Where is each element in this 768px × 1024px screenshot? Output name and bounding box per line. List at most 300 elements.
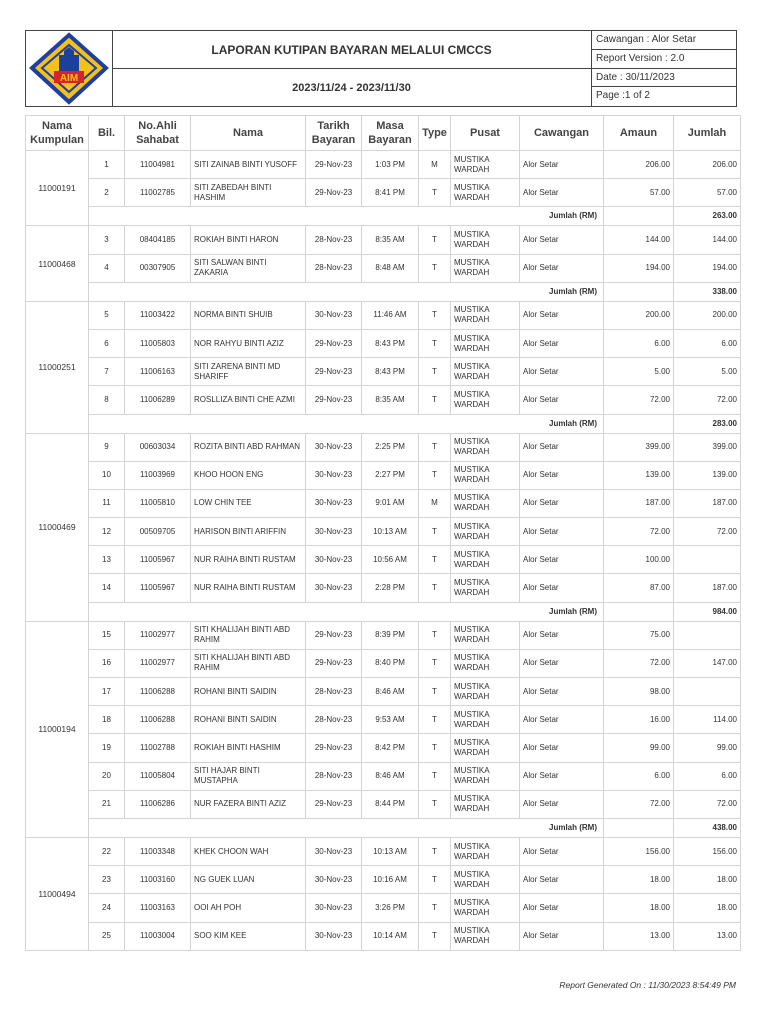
row-no-ahli: 11005967 <box>125 574 191 602</box>
row-pusat: MUSTIKA WARDAH <box>451 151 520 179</box>
row-nama: SOO KIM KEE <box>191 922 306 950</box>
row-no-ahli: 00509705 <box>125 518 191 546</box>
row-nama: NOR RAHYU BINTI AZIZ <box>191 329 306 357</box>
row-pusat: MUSTIKA WARDAH <box>451 621 520 649</box>
row-no-ahli: 11003422 <box>125 301 191 329</box>
row-type: T <box>419 254 451 282</box>
row-nama: NUR RAIHA BINTI RUSTAM <box>191 546 306 574</box>
row-bil: 18 <box>89 706 125 734</box>
row-jumlah: 18.00 <box>674 894 741 922</box>
row-amaun: 156.00 <box>604 837 674 865</box>
subtotal-spacer <box>604 414 674 433</box>
row-tarikh: 30-Nov-23 <box>306 433 362 461</box>
row-nama: NUR FAZERA BINTI AZIZ <box>191 790 306 818</box>
row-tarikh: 30-Nov-23 <box>306 518 362 546</box>
row-pusat: MUSTIKA WARDAH <box>451 922 520 950</box>
row-masa: 10:13 AM <box>362 837 419 865</box>
group-kumpulan: 11000251 <box>26 301 89 433</box>
row-tarikh: 29-Nov-23 <box>306 329 362 357</box>
row-nama: LOW CHIN TEE <box>191 489 306 517</box>
row-amaun: 200.00 <box>604 301 674 329</box>
row-amaun: 18.00 <box>604 866 674 894</box>
col-header: Nama <box>191 116 306 151</box>
row-jumlah: 57.00 <box>674 179 741 207</box>
row-masa: 2:27 PM <box>362 461 419 489</box>
subtotal-row <box>26 414 741 433</box>
aim-logo-icon <box>26 31 112 106</box>
row-type: T <box>419 837 451 865</box>
report-info <box>591 31 737 106</box>
row-no-ahli: 11006163 <box>125 358 191 386</box>
subtotal-value: 283.00 <box>674 414 741 433</box>
row-bil: 16 <box>89 649 125 677</box>
row-pusat: MUSTIKA WARDAH <box>451 433 520 461</box>
row-cawangan: Alor Setar <box>520 790 604 818</box>
table-row <box>26 649 741 677</box>
subtotal-spacer <box>604 207 674 226</box>
row-bil: 22 <box>89 837 125 865</box>
row-bil: 4 <box>89 254 125 282</box>
row-masa: 8:40 PM <box>362 649 419 677</box>
row-cawangan: Alor Setar <box>520 734 604 762</box>
table-row <box>26 790 741 818</box>
row-pusat: MUSTIKA WARDAH <box>451 706 520 734</box>
row-bil: 9 <box>89 433 125 461</box>
row-cawangan: Alor Setar <box>520 329 604 357</box>
row-cawangan: Alor Setar <box>520 254 604 282</box>
row-pusat: MUSTIKA WARDAH <box>451 226 520 254</box>
row-amaun: 18.00 <box>604 894 674 922</box>
row-jumlah: 187.00 <box>674 489 741 517</box>
row-jumlah: 139.00 <box>674 461 741 489</box>
row-tarikh: 30-Nov-23 <box>306 866 362 894</box>
table-row <box>26 894 741 922</box>
row-bil: 8 <box>89 386 125 414</box>
row-no-ahli: 11003348 <box>125 837 191 865</box>
row-bil: 20 <box>89 762 125 790</box>
col-header: Tarikh Bayaran <box>306 116 362 151</box>
row-no-ahli: 11005804 <box>125 762 191 790</box>
row-tarikh: 30-Nov-23 <box>306 574 362 602</box>
row-pusat: MUSTIKA WARDAH <box>451 734 520 762</box>
row-amaun: 206.00 <box>604 151 674 179</box>
row-cawangan: Alor Setar <box>520 151 604 179</box>
row-type: T <box>419 894 451 922</box>
logo-cell <box>26 31 113 106</box>
subtotal-spacer <box>604 602 674 621</box>
row-amaun: 100.00 <box>604 546 674 574</box>
row-masa: 8:41 PM <box>362 179 419 207</box>
table-row <box>26 678 741 706</box>
row-masa: 8:35 AM <box>362 386 419 414</box>
row-tarikh: 28-Nov-23 <box>306 678 362 706</box>
row-tarikh: 29-Nov-23 <box>306 790 362 818</box>
row-pusat: MUSTIKA WARDAH <box>451 179 520 207</box>
table-row <box>26 546 741 574</box>
row-amaun: 72.00 <box>604 790 674 818</box>
table-row <box>26 386 741 414</box>
row-nama: KHOO HOON ENG <box>191 461 306 489</box>
col-header: Bil. <box>89 116 125 151</box>
row-tarikh: 30-Nov-23 <box>306 461 362 489</box>
row-no-ahli: 11005803 <box>125 329 191 357</box>
row-nama: HARISON BINTI ARIFFIN <box>191 518 306 546</box>
row-type: T <box>419 734 451 762</box>
row-jumlah <box>674 678 741 706</box>
row-amaun: 16.00 <box>604 706 674 734</box>
row-masa: 8:43 PM <box>362 358 419 386</box>
group-kumpulan: 11000468 <box>26 226 89 301</box>
subtotal-row <box>26 602 741 621</box>
row-cawangan: Alor Setar <box>520 301 604 329</box>
row-pusat: MUSTIKA WARDAH <box>451 518 520 546</box>
row-amaun: 75.00 <box>604 621 674 649</box>
row-jumlah: 156.00 <box>674 837 741 865</box>
row-jumlah: 18.00 <box>674 866 741 894</box>
table-header-row <box>26 116 741 151</box>
row-amaun: 72.00 <box>604 518 674 546</box>
row-no-ahli: 00603034 <box>125 433 191 461</box>
row-cawangan: Alor Setar <box>520 386 604 414</box>
payment-table <box>25 115 741 951</box>
row-pusat: MUSTIKA WARDAH <box>451 678 520 706</box>
row-bil: 3 <box>89 226 125 254</box>
row-cawangan: Alor Setar <box>520 179 604 207</box>
row-jumlah: 399.00 <box>674 433 741 461</box>
row-type: T <box>419 621 451 649</box>
row-no-ahli: 11003163 <box>125 894 191 922</box>
row-no-ahli: 11004981 <box>125 151 191 179</box>
subtotal-value: 438.00 <box>674 818 741 837</box>
row-cawangan: Alor Setar <box>520 546 604 574</box>
row-type: T <box>419 762 451 790</box>
row-pusat: MUSTIKA WARDAH <box>451 866 520 894</box>
col-header: Jumlah <box>674 116 741 151</box>
row-nama: SITI ZAINAB BINTI YUSOFF <box>191 151 306 179</box>
row-no-ahli: 11006288 <box>125 678 191 706</box>
row-jumlah: 200.00 <box>674 301 741 329</box>
row-type: T <box>419 386 451 414</box>
row-masa: 3:26 PM <box>362 894 419 922</box>
row-tarikh: 29-Nov-23 <box>306 179 362 207</box>
row-no-ahli: 11005967 <box>125 546 191 574</box>
row-cawangan: Alor Setar <box>520 706 604 734</box>
row-no-ahli: 00307905 <box>125 254 191 282</box>
subtotal-value: 338.00 <box>674 282 741 301</box>
row-masa: 8:42 PM <box>362 734 419 762</box>
row-jumlah: 194.00 <box>674 254 741 282</box>
row-amaun: 6.00 <box>604 762 674 790</box>
subtotal-label: Jumlah (RM) <box>89 602 604 621</box>
row-pusat: MUSTIKA WARDAH <box>451 301 520 329</box>
subtotal-label: Jumlah (RM) <box>89 414 604 433</box>
row-cawangan: Alor Setar <box>520 433 604 461</box>
row-jumlah: 72.00 <box>674 518 741 546</box>
row-masa: 8:48 AM <box>362 254 419 282</box>
row-bil: 24 <box>89 894 125 922</box>
row-no-ahli: 11002788 <box>125 734 191 762</box>
row-masa: 9:01 AM <box>362 489 419 517</box>
table-row <box>26 837 741 865</box>
row-no-ahli: 11003004 <box>125 922 191 950</box>
logo-text: AIM <box>59 73 79 84</box>
col-header: Masa Bayaran <box>362 116 419 151</box>
row-pusat: MUSTIKA WARDAH <box>451 894 520 922</box>
row-masa: 2:25 PM <box>362 433 419 461</box>
row-type: T <box>419 922 451 950</box>
row-tarikh: 29-Nov-23 <box>306 649 362 677</box>
row-nama: KHEK CHOON WAH <box>191 837 306 865</box>
row-amaun: 187.00 <box>604 489 674 517</box>
row-nama: NUR RAIHA BINTI RUSTAM <box>191 574 306 602</box>
row-no-ahli: 11003160 <box>125 866 191 894</box>
col-header: No.Ahli Sahabat <box>125 116 191 151</box>
row-pusat: MUSTIKA WARDAH <box>451 386 520 414</box>
row-type: T <box>419 790 451 818</box>
row-no-ahli: 11006286 <box>125 790 191 818</box>
table-row <box>26 574 741 602</box>
row-nama: ROHANI BINTI SAIDIN <box>191 706 306 734</box>
group-kumpulan: 11000494 <box>26 837 89 950</box>
row-nama: ROKIAH BINTI HASHIM <box>191 734 306 762</box>
subtotal-value: 263.00 <box>674 207 741 226</box>
row-bil: 25 <box>89 922 125 950</box>
col-header: Amaun <box>604 116 674 151</box>
row-pusat: MUSTIKA WARDAH <box>451 461 520 489</box>
row-amaun: 6.00 <box>604 329 674 357</box>
row-amaun: 98.00 <box>604 678 674 706</box>
row-jumlah <box>674 621 741 649</box>
row-masa: 8:35 AM <box>362 226 419 254</box>
row-bil: 10 <box>89 461 125 489</box>
subtotal-spacer <box>604 282 674 301</box>
row-type: T <box>419 358 451 386</box>
row-tarikh: 30-Nov-23 <box>306 546 362 574</box>
row-type: T <box>419 433 451 461</box>
row-jumlah: 114.00 <box>674 706 741 734</box>
row-cawangan: Alor Setar <box>520 489 604 517</box>
row-pusat: MUSTIKA WARDAH <box>451 254 520 282</box>
row-cawangan: Alor Setar <box>520 649 604 677</box>
row-pusat: MUSTIKA WARDAH <box>451 837 520 865</box>
row-nama: SITI KHALIJAH BINTI ABD RAHIM <box>191 621 306 649</box>
row-nama: SITI ZABEDAH BINTI HASHIM <box>191 179 306 207</box>
row-no-ahli: 11003969 <box>125 461 191 489</box>
row-pusat: MUSTIKA WARDAH <box>451 546 520 574</box>
row-cawangan: Alor Setar <box>520 461 604 489</box>
row-type: T <box>419 706 451 734</box>
row-amaun: 57.00 <box>604 179 674 207</box>
row-bil: 23 <box>89 866 125 894</box>
row-tarikh: 30-Nov-23 <box>306 489 362 517</box>
col-header: Nama Kumpulan <box>26 116 89 151</box>
row-cawangan: Alor Setar <box>520 518 604 546</box>
row-nama: ROSLLIZA BINTI CHE AZMI <box>191 386 306 414</box>
row-bil: 1 <box>89 151 125 179</box>
row-amaun: 194.00 <box>604 254 674 282</box>
row-tarikh: 28-Nov-23 <box>306 254 362 282</box>
table-row <box>26 489 741 517</box>
row-cawangan: Alor Setar <box>520 922 604 950</box>
group-kumpulan: 11000191 <box>26 151 89 226</box>
row-jumlah: 5.00 <box>674 358 741 386</box>
row-tarikh: 28-Nov-23 <box>306 762 362 790</box>
row-no-ahli: 11006288 <box>125 706 191 734</box>
table-row <box>26 358 741 386</box>
row-masa: 8:46 AM <box>362 762 419 790</box>
row-amaun: 139.00 <box>604 461 674 489</box>
row-bil: 7 <box>89 358 125 386</box>
row-nama: ROZITA BINTI ABD RAHMAN <box>191 433 306 461</box>
row-amaun: 144.00 <box>604 226 674 254</box>
row-cawangan: Alor Setar <box>520 678 604 706</box>
row-jumlah: 144.00 <box>674 226 741 254</box>
report-version: Report Version : 2.0 <box>592 50 737 69</box>
row-jumlah <box>674 546 741 574</box>
table-row <box>26 866 741 894</box>
row-nama: SITI KHALIJAH BINTI ABD RAHIM <box>191 649 306 677</box>
report-header <box>25 30 737 107</box>
row-type: T <box>419 179 451 207</box>
row-type: T <box>419 329 451 357</box>
row-pusat: MUSTIKA WARDAH <box>451 649 520 677</box>
row-masa: 11:46 AM <box>362 301 419 329</box>
row-masa: 10:14 AM <box>362 922 419 950</box>
row-masa: 1:03 PM <box>362 151 419 179</box>
row-tarikh: 29-Nov-23 <box>306 621 362 649</box>
table-row <box>26 151 741 179</box>
subtotal-row <box>26 282 741 301</box>
row-nama: NG GUEK LUAN <box>191 866 306 894</box>
row-tarikh: 29-Nov-23 <box>306 734 362 762</box>
row-masa: 8:44 PM <box>362 790 419 818</box>
row-no-ahli: 11006289 <box>125 386 191 414</box>
table-row <box>26 734 741 762</box>
row-type: T <box>419 866 451 894</box>
row-tarikh: 29-Nov-23 <box>306 358 362 386</box>
subtotal-label: Jumlah (RM) <box>89 282 604 301</box>
row-tarikh: 29-Nov-23 <box>306 151 362 179</box>
col-header: Pusat <box>451 116 520 151</box>
row-tarikh: 30-Nov-23 <box>306 837 362 865</box>
group-kumpulan: 11000194 <box>26 621 89 837</box>
row-masa: 2:28 PM <box>362 574 419 602</box>
row-cawangan: Alor Setar <box>520 894 604 922</box>
row-tarikh: 29-Nov-23 <box>306 386 362 414</box>
table-row <box>26 922 741 950</box>
row-cawangan: Alor Setar <box>520 574 604 602</box>
row-bil: 5 <box>89 301 125 329</box>
row-jumlah: 99.00 <box>674 734 741 762</box>
subtotal-label: Jumlah (RM) <box>89 818 604 837</box>
subtotal-row <box>26 207 741 226</box>
row-bil: 6 <box>89 329 125 357</box>
row-jumlah: 147.00 <box>674 649 741 677</box>
row-type: T <box>419 518 451 546</box>
row-cawangan: Alor Setar <box>520 762 604 790</box>
subtotal-value: 984.00 <box>674 602 741 621</box>
row-pusat: MUSTIKA WARDAH <box>451 358 520 386</box>
row-amaun: 72.00 <box>604 386 674 414</box>
row-type: T <box>419 461 451 489</box>
row-masa: 8:43 PM <box>362 329 419 357</box>
row-bil: 13 <box>89 546 125 574</box>
table-row <box>26 762 741 790</box>
row-bil: 21 <box>89 790 125 818</box>
row-masa: 10:56 AM <box>362 546 419 574</box>
table-row <box>26 621 741 649</box>
row-nama: ROKIAH BINTI HARON <box>191 226 306 254</box>
report-title: LAPORAN KUTIPAN BAYARAN MELALUI CMCCS <box>112 31 591 69</box>
row-masa: 8:39 PM <box>362 621 419 649</box>
row-bil: 11 <box>89 489 125 517</box>
row-type: T <box>419 574 451 602</box>
row-amaun: 5.00 <box>604 358 674 386</box>
row-tarikh: 30-Nov-23 <box>306 922 362 950</box>
table-row <box>26 301 741 329</box>
row-bil: 14 <box>89 574 125 602</box>
row-cawangan: Alor Setar <box>520 621 604 649</box>
row-jumlah: 187.00 <box>674 574 741 602</box>
row-nama: SITI SALWAN BINTI ZAKARIA <box>191 254 306 282</box>
row-masa: 8:46 AM <box>362 678 419 706</box>
row-jumlah: 6.00 <box>674 762 741 790</box>
table-row <box>26 433 741 461</box>
row-no-ahli: 11002977 <box>125 649 191 677</box>
row-amaun: 399.00 <box>604 433 674 461</box>
table-row <box>26 329 741 357</box>
row-bil: 15 <box>89 621 125 649</box>
row-type: T <box>419 678 451 706</box>
cawangan-label: Cawangan : Alor Setar <box>592 31 737 50</box>
row-pusat: MUSTIKA WARDAH <box>451 489 520 517</box>
date-range: 2023/11/24 - 2023/11/30 <box>292 81 411 94</box>
row-no-ahli: 11005810 <box>125 489 191 517</box>
row-jumlah: 72.00 <box>674 790 741 818</box>
col-header: Cawangan <box>520 116 604 151</box>
row-jumlah: 206.00 <box>674 151 741 179</box>
table-row <box>26 518 741 546</box>
row-jumlah: 13.00 <box>674 922 741 950</box>
row-nama: NORMA BINTI SHUIB <box>191 301 306 329</box>
subtotal-label: Jumlah (RM) <box>89 207 604 226</box>
row-no-ahli: 11002977 <box>125 621 191 649</box>
row-cawangan: Alor Setar <box>520 866 604 894</box>
row-type: T <box>419 546 451 574</box>
row-nama: ROHANI BINTI SAIDIN <box>191 678 306 706</box>
row-nama: SITI ZARENA BINTI MD SHARIFF <box>191 358 306 386</box>
row-masa: 10:13 AM <box>362 518 419 546</box>
row-pusat: MUSTIKA WARDAH <box>451 790 520 818</box>
row-bil: 2 <box>89 179 125 207</box>
row-amaun: 72.00 <box>604 649 674 677</box>
group-kumpulan: 11000469 <box>26 433 89 621</box>
row-type: T <box>419 649 451 677</box>
row-type: M <box>419 151 451 179</box>
row-no-ahli: 08404185 <box>125 226 191 254</box>
row-pusat: MUSTIKA WARDAH <box>451 329 520 357</box>
subtotal-spacer <box>604 818 674 837</box>
row-nama: OOI AH POH <box>191 894 306 922</box>
row-no-ahli: 11002785 <box>125 179 191 207</box>
report-date: Date : 30/11/2023 <box>592 69 737 88</box>
row-pusat: MUSTIKA WARDAH <box>451 762 520 790</box>
row-amaun: 99.00 <box>604 734 674 762</box>
row-tarikh: 30-Nov-23 <box>306 894 362 922</box>
subtotal-row <box>26 818 741 837</box>
table-row <box>26 461 741 489</box>
row-cawangan: Alor Setar <box>520 837 604 865</box>
